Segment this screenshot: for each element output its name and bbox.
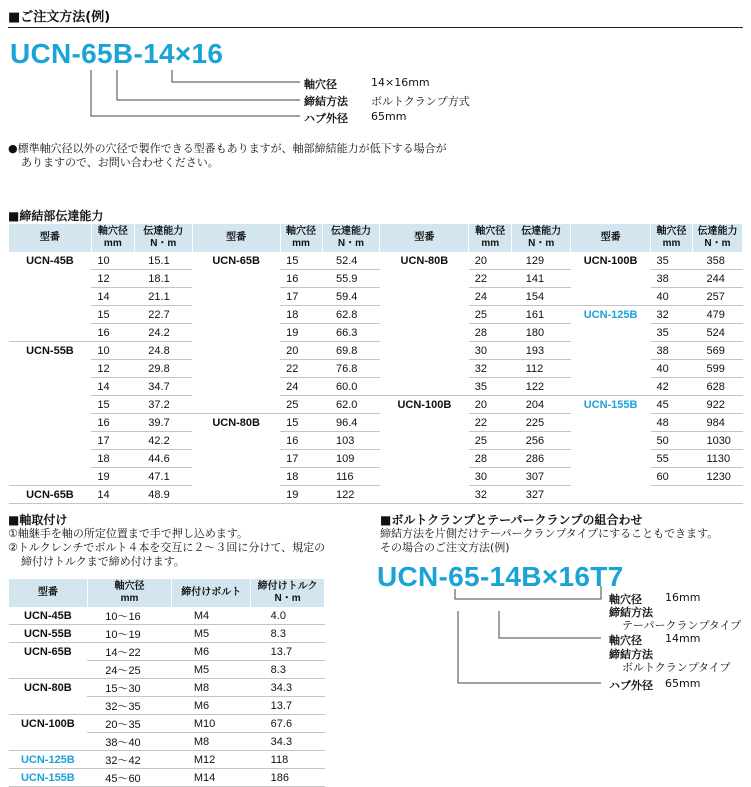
- cap-bore-cell: 28: [469, 450, 512, 468]
- table-row: [9, 432, 743, 450]
- cap-torque-cell: 307: [512, 468, 571, 486]
- table-row: [9, 733, 325, 751]
- cap-torque-cell: 47.1: [134, 468, 192, 486]
- mount-model-cell: [9, 661, 88, 679]
- combo-item-label-4: ハブ外径: [609, 679, 653, 692]
- mount-torque-cell: 13.7: [251, 697, 325, 715]
- cap-torque-cell: 76.8: [322, 360, 380, 378]
- cap-bore-cell: 55: [651, 450, 693, 468]
- cap-torque-cell: 129: [512, 252, 571, 270]
- cap-bore-cell: 48: [651, 414, 693, 432]
- order-code-bore: -14×16: [133, 38, 224, 69]
- cap-bore-cell: 19: [280, 486, 322, 504]
- cap-model-cell: [571, 360, 651, 378]
- cap-model-cell: [380, 360, 469, 378]
- mount-bore-cell: 14～22: [87, 643, 172, 661]
- order-item-value-0: 14×16mm: [371, 76, 430, 89]
- cap-torque-cell: 569: [692, 342, 742, 360]
- cap-model-cell: [9, 324, 92, 342]
- cap-bore-cell: 25: [469, 306, 512, 324]
- mount-bore-cell: 20～35: [87, 715, 172, 733]
- cap-torque-cell: 62.8: [322, 306, 380, 324]
- cap-bore-cell: 10: [91, 342, 134, 360]
- cap-torque-cell: 161: [512, 306, 571, 324]
- cap-bore-cell: 16: [91, 324, 134, 342]
- combo-code-bore-1: -14B: [479, 561, 542, 592]
- order-note-line-1: ●標準軸穴径以外の穴径で製作できる型番もありますが、軸部締結能力が低下する場合が: [8, 142, 447, 155]
- cap-model-cell: [380, 342, 469, 360]
- cap-torque-cell: 628: [692, 378, 742, 396]
- cap-torque-cell: 42.2: [134, 432, 192, 450]
- capacity-section-title: ■締結部伝達能力: [8, 209, 104, 223]
- cap-torque-cell: 244: [692, 270, 742, 288]
- cap-torque-cell: 180: [512, 324, 571, 342]
- mount-bolt-cell: M5: [172, 661, 251, 679]
- mount-bore-cell: 15～30: [87, 679, 172, 697]
- order-item-label-1: 締結方法: [304, 95, 348, 108]
- cap-model-cell: [571, 342, 651, 360]
- order-section-title: ■ご注文方法(例): [8, 10, 111, 25]
- cap-bore-cell: 30: [469, 342, 512, 360]
- cap-model-cell: [9, 468, 92, 486]
- cap-torque-cell: 109: [322, 450, 380, 468]
- cap-bore-cell: 32: [469, 486, 512, 504]
- cap-model-cell: UCN-125B: [583, 308, 638, 321]
- cap-model-cell: [380, 450, 469, 468]
- cap-torque-cell: 37.2: [134, 396, 192, 414]
- cap-bore-cell: 35: [651, 324, 693, 342]
- cap-bore-cell: 38: [651, 270, 693, 288]
- cap-bore-cell: 15: [91, 396, 134, 414]
- combo-item-value-3: ボルトクランプタイプ: [622, 661, 731, 674]
- table-row: [9, 414, 743, 432]
- cap-bore-cell: 60: [651, 468, 693, 486]
- cap-torque-cell: 69.8: [322, 342, 380, 360]
- cap-model-cell: [9, 306, 92, 324]
- combo-item-value-1: テーパークランプタイプ: [622, 619, 742, 632]
- header-torque: 伝達能力 N・m: [322, 224, 380, 252]
- combo-code-model: UCN-65: [377, 561, 480, 592]
- mount-step-2-cont: 締付けトルクまで締め付けます。: [21, 555, 185, 568]
- cap-torque-cell: 193: [512, 342, 571, 360]
- table-row: [9, 486, 743, 504]
- cap-torque-cell: 286: [512, 450, 571, 468]
- header-torque: 伝達能力 N・m: [512, 224, 571, 252]
- header-model: 型番: [9, 224, 92, 252]
- cap-model-cell: [571, 450, 651, 468]
- cap-model-cell: [192, 324, 280, 342]
- cap-model-cell: UCN-80B: [212, 416, 260, 429]
- cap-torque-cell: 44.6: [134, 450, 192, 468]
- cap-bore-cell: 25: [469, 432, 512, 450]
- cap-torque-cell: 55.9: [322, 270, 380, 288]
- mount-bore-cell: 10～19: [87, 625, 172, 643]
- cap-torque-cell: 112: [512, 360, 571, 378]
- mount-header-bore: 軸穴径 mm: [87, 579, 172, 607]
- cap-bore-cell: 42: [651, 378, 693, 396]
- cap-torque-cell: 154: [512, 288, 571, 306]
- cap-torque-cell: 21.1: [134, 288, 192, 306]
- cap-bore-cell: 14: [91, 378, 134, 396]
- cap-torque-cell: 479: [692, 306, 742, 324]
- cap-bore-cell: 22: [469, 270, 512, 288]
- combo-desc-line-1: 締結方法を片側だけテーパークランプタイプにすることもできます。: [380, 527, 719, 540]
- cap-torque-cell: 18.1: [134, 270, 192, 288]
- cap-bore-cell: 38: [651, 342, 693, 360]
- mount-torque-cell: 67.6: [251, 715, 325, 733]
- table-row: [9, 270, 743, 288]
- table-row: [9, 450, 743, 468]
- cap-model-cell: [380, 288, 469, 306]
- order-item-label-2: ハブ外径: [304, 112, 348, 125]
- mount-bolt-cell: M4: [172, 607, 251, 625]
- combo-section-title: ■ボルトクランプとテーパークランプの組合わせ: [380, 513, 643, 527]
- mount-bolt-cell: M12: [172, 751, 251, 769]
- cap-torque-cell: 256: [512, 432, 571, 450]
- table-row: [9, 252, 743, 270]
- cap-torque-cell: 39.7: [134, 414, 192, 432]
- cap-model-cell: [571, 288, 651, 306]
- cap-model-cell: [380, 270, 469, 288]
- cap-torque-cell: 1030: [692, 432, 742, 450]
- mount-bore-cell: 24～25: [87, 661, 172, 679]
- cap-model-cell: [192, 432, 280, 450]
- cap-model-cell: [9, 270, 92, 288]
- cap-model-cell: UCN-100B: [397, 398, 452, 411]
- combo-item-value-4: 65mm: [665, 677, 701, 690]
- cap-torque-cell: 122: [322, 486, 380, 504]
- header-torque: 伝達能力 N・m: [134, 224, 192, 252]
- mount-bolt-cell: M14: [172, 769, 251, 787]
- cap-model-cell: UCN-65B: [212, 254, 260, 267]
- cap-bore-cell: 16: [91, 414, 134, 432]
- mount-model-cell: UCN-45B: [9, 607, 88, 625]
- mount-bore-cell: 32～35: [87, 697, 172, 715]
- cap-torque-cell: 34.7: [134, 378, 192, 396]
- cap-bore-cell: 17: [280, 450, 322, 468]
- combo-item-value-0: 16mm: [665, 591, 701, 604]
- cap-torque-cell: [692, 486, 742, 504]
- cap-bore-cell: [651, 486, 693, 504]
- mount-table: [8, 579, 325, 787]
- cap-bore-cell: 14: [91, 288, 134, 306]
- cap-bore-cell: 16: [280, 432, 322, 450]
- cap-model-cell: [571, 270, 651, 288]
- cap-bore-cell: 17: [91, 432, 134, 450]
- mount-bolt-cell: M6: [172, 697, 251, 715]
- mount-bolt-cell: M5: [172, 625, 251, 643]
- combo-item-label-3: 締結方法: [609, 648, 653, 661]
- mount-bolt-cell: M10: [172, 715, 251, 733]
- cap-bore-cell: 45: [651, 396, 693, 414]
- cap-torque-cell: 66.3: [322, 324, 380, 342]
- cap-torque-cell: 59.4: [322, 288, 380, 306]
- order-item-value-2: 65mm: [371, 110, 407, 123]
- cap-model-cell: [192, 450, 280, 468]
- mount-bore-cell: 10～16: [87, 607, 172, 625]
- cap-torque-cell: 1130: [692, 450, 742, 468]
- cap-model-cell: [380, 414, 469, 432]
- cap-model-cell: [380, 378, 469, 396]
- table-row: [9, 360, 743, 378]
- cap-model-cell: [9, 414, 92, 432]
- combo-item-label-1: 締結方法: [609, 606, 653, 619]
- header-torque: 伝達能力 N・m: [692, 224, 742, 252]
- cap-bore-cell: 30: [469, 468, 512, 486]
- cap-bore-cell: 15: [91, 306, 134, 324]
- combo-code-bore-2: ×16T7: [541, 561, 624, 592]
- cap-model-cell: UCN-65B: [9, 486, 92, 504]
- cap-bore-cell: 20: [469, 252, 512, 270]
- combo-item-label-2: 軸穴径: [609, 634, 642, 647]
- cap-bore-cell: 12: [91, 360, 134, 378]
- cap-torque-cell: 52.4: [322, 252, 380, 270]
- cap-model-cell: [380, 432, 469, 450]
- cap-bore-cell: 15: [280, 414, 322, 432]
- mount-torque-cell: 34.3: [251, 679, 325, 697]
- capacity-table: [8, 224, 743, 504]
- cap-bore-cell: 24: [280, 378, 322, 396]
- cap-model-cell: [9, 288, 92, 306]
- cap-torque-cell: 327: [512, 486, 571, 504]
- combo-desc: [380, 527, 718, 555]
- cap-torque-cell: 358: [692, 252, 742, 270]
- cap-model-cell: [192, 288, 280, 306]
- cap-bore-cell: 35: [469, 378, 512, 396]
- cap-torque-cell: 96.4: [322, 414, 380, 432]
- header-bore: 軸穴径 mm: [91, 224, 134, 252]
- cap-model-cell: [192, 486, 280, 504]
- mount-model-cell: UCN-155B: [9, 769, 88, 787]
- capacity-table-body: [9, 252, 743, 504]
- cap-model-cell: [9, 450, 92, 468]
- cap-torque-cell: 103: [322, 432, 380, 450]
- header-model: 型番: [571, 224, 651, 252]
- cap-bore-cell: 20: [280, 342, 322, 360]
- cap-model-cell: [9, 378, 92, 396]
- header-model: 型番: [192, 224, 280, 252]
- table-row: [9, 751, 325, 769]
- mount-step-2: ②トルクレンチでボルト４本を交互に２～３回に分けて、規定の: [8, 541, 326, 554]
- cap-bore-cell: 16: [280, 270, 322, 288]
- cap-bore-cell: 17: [280, 288, 322, 306]
- cap-bore-cell: 40: [651, 288, 693, 306]
- cap-torque-cell: 257: [692, 288, 742, 306]
- mount-steps: [8, 527, 325, 569]
- cap-model-cell: UCN-55B: [26, 344, 74, 357]
- table-row: [9, 661, 325, 679]
- mount-torque-cell: 8.3: [251, 625, 325, 643]
- cap-torque-cell: 225: [512, 414, 571, 432]
- cap-model-cell: [9, 432, 92, 450]
- cap-model-cell: [571, 432, 651, 450]
- mount-table-header: [9, 579, 325, 607]
- cap-torque-cell: 141: [512, 270, 571, 288]
- cap-torque-cell: 122: [512, 378, 571, 396]
- cap-torque-cell: 60.0: [322, 378, 380, 396]
- cap-torque-cell: 116: [322, 468, 380, 486]
- cap-bore-cell: 35: [651, 252, 693, 270]
- cap-bore-cell: 15: [280, 252, 322, 270]
- cap-torque-cell: 29.8: [134, 360, 192, 378]
- cap-model-cell: [9, 360, 92, 378]
- mount-bolt-cell: M8: [172, 733, 251, 751]
- table-row: [9, 697, 325, 715]
- table-row: [9, 679, 325, 697]
- cap-model-cell: [571, 414, 651, 432]
- cap-bore-cell: 18: [280, 306, 322, 324]
- cap-torque-cell: 62.0: [322, 396, 380, 414]
- mount-torque-cell: 4.0: [251, 607, 325, 625]
- mount-model-cell: [9, 733, 88, 751]
- cap-torque-cell: 524: [692, 324, 742, 342]
- table-row: [9, 306, 743, 324]
- table-row: [9, 625, 325, 643]
- header-bore: 軸穴径 mm: [469, 224, 512, 252]
- table-row: [9, 324, 743, 342]
- cap-torque-cell: 24.8: [134, 342, 192, 360]
- cap-bore-cell: 25: [280, 396, 322, 414]
- cap-model-cell: [192, 306, 280, 324]
- cap-bore-cell: 19: [280, 324, 322, 342]
- mount-header-model: 型番: [9, 579, 88, 607]
- cap-model-cell: UCN-80B: [400, 254, 449, 267]
- cap-bore-cell: 28: [469, 324, 512, 342]
- combo-item-label-0: 軸穴径: [609, 593, 642, 606]
- mount-bore-cell: 45～60: [87, 769, 172, 787]
- mount-table-body: [9, 607, 325, 787]
- combo-item-value-2: 14mm: [665, 632, 701, 645]
- table-row: [9, 715, 325, 733]
- header-bore: 軸穴径 mm: [651, 224, 693, 252]
- mount-model-cell: [9, 697, 88, 715]
- mount-model-cell: UCN-80B: [24, 681, 72, 694]
- cap-model-cell: [571, 378, 651, 396]
- cap-torque-cell: 22.7: [134, 306, 192, 324]
- table-row: [9, 342, 743, 360]
- cap-bore-cell: 40: [651, 360, 693, 378]
- cap-bore-cell: 22: [280, 360, 322, 378]
- mount-torque-cell: 8.3: [251, 661, 325, 679]
- cap-bore-cell: 10: [91, 252, 134, 270]
- mount-model-cell: UCN-55B: [9, 625, 88, 643]
- cap-bore-cell: 32: [469, 360, 512, 378]
- cap-model-cell: [380, 306, 469, 324]
- cap-model-cell: [380, 486, 469, 504]
- mount-section-title: ■軸取付け: [8, 513, 68, 527]
- cap-bore-cell: 24: [469, 288, 512, 306]
- cap-bore-cell: 50: [651, 432, 693, 450]
- mount-model-cell: UCN-100B: [20, 717, 75, 730]
- cap-model-cell: [192, 468, 280, 486]
- table-row: [9, 288, 743, 306]
- mount-bolt-cell: M8: [172, 679, 251, 697]
- cap-model-cell: [192, 270, 280, 288]
- cap-model-cell: UCN-100B: [583, 254, 638, 267]
- mount-step-1: ①軸継手を軸の所定位置まで手で押し込めます。: [8, 527, 248, 540]
- order-item-label-0: 軸穴径: [304, 78, 337, 91]
- cap-model-cell: [380, 468, 469, 486]
- table-row: [9, 468, 743, 486]
- cap-torque-cell: 48.9: [134, 486, 192, 504]
- table-row: [9, 396, 743, 414]
- mount-model-cell: UCN-65B: [24, 645, 72, 658]
- cap-bore-cell: 18: [280, 468, 322, 486]
- cap-torque-cell: 599: [692, 360, 742, 378]
- mount-torque-cell: 34.3: [251, 733, 325, 751]
- order-note: [8, 142, 447, 170]
- cap-torque-cell: 24.2: [134, 324, 192, 342]
- mount-header-bolt: 締付けボルト: [172, 579, 251, 607]
- cap-torque-cell: 922: [692, 396, 742, 414]
- header-bore: 軸穴径 mm: [280, 224, 322, 252]
- cap-model-cell: [192, 342, 280, 360]
- cap-model-cell: [9, 396, 92, 414]
- mount-torque-cell: 186: [251, 769, 325, 787]
- mount-torque-cell: 118: [251, 751, 325, 769]
- cap-model-cell: UCN-45B: [26, 254, 74, 267]
- cap-bore-cell: 12: [91, 270, 134, 288]
- cap-model-cell: UCN-155B: [583, 398, 638, 411]
- mount-bolt-cell: M6: [172, 643, 251, 661]
- cap-torque-cell: 204: [512, 396, 571, 414]
- mount-bore-cell: 32～42: [87, 751, 172, 769]
- cap-model-cell: [192, 378, 280, 396]
- combo-desc-line-2: その場合のご注文方法(例): [380, 541, 510, 554]
- cap-model-cell: [571, 486, 651, 504]
- cap-bore-cell: 22: [469, 414, 512, 432]
- cap-model-cell: [571, 468, 651, 486]
- mount-bore-cell: 38～40: [87, 733, 172, 751]
- capacity-table-header: [9, 224, 743, 252]
- cap-bore-cell: 14: [91, 486, 134, 504]
- cap-model-cell: [192, 396, 280, 414]
- cap-model-cell: [192, 360, 280, 378]
- cap-bore-cell: 20: [469, 396, 512, 414]
- cap-model-cell: [380, 324, 469, 342]
- mount-header-torque: 締付けトルク N・m: [251, 579, 325, 607]
- order-item-value-1: ボルトクランプ方式: [371, 95, 470, 108]
- cap-torque-cell: 1230: [692, 468, 742, 486]
- cap-torque-cell: 15.1: [134, 252, 192, 270]
- mount-model-cell: UCN-125B: [9, 751, 88, 769]
- table-row: [9, 607, 325, 625]
- table-row: [9, 378, 743, 396]
- header-model: 型番: [380, 224, 469, 252]
- combo-code: [377, 561, 624, 593]
- cap-bore-cell: 19: [91, 468, 134, 486]
- mount-torque-cell: 13.7: [251, 643, 325, 661]
- cap-bore-cell: 18: [91, 450, 134, 468]
- cap-bore-cell: 32: [651, 306, 693, 324]
- table-row: [9, 643, 325, 661]
- cap-torque-cell: 984: [692, 414, 742, 432]
- order-note-line-2: ありますので、お問い合わせください。: [21, 156, 219, 169]
- order-code-model: UCN-65B: [10, 38, 134, 69]
- cap-model-cell: [571, 324, 651, 342]
